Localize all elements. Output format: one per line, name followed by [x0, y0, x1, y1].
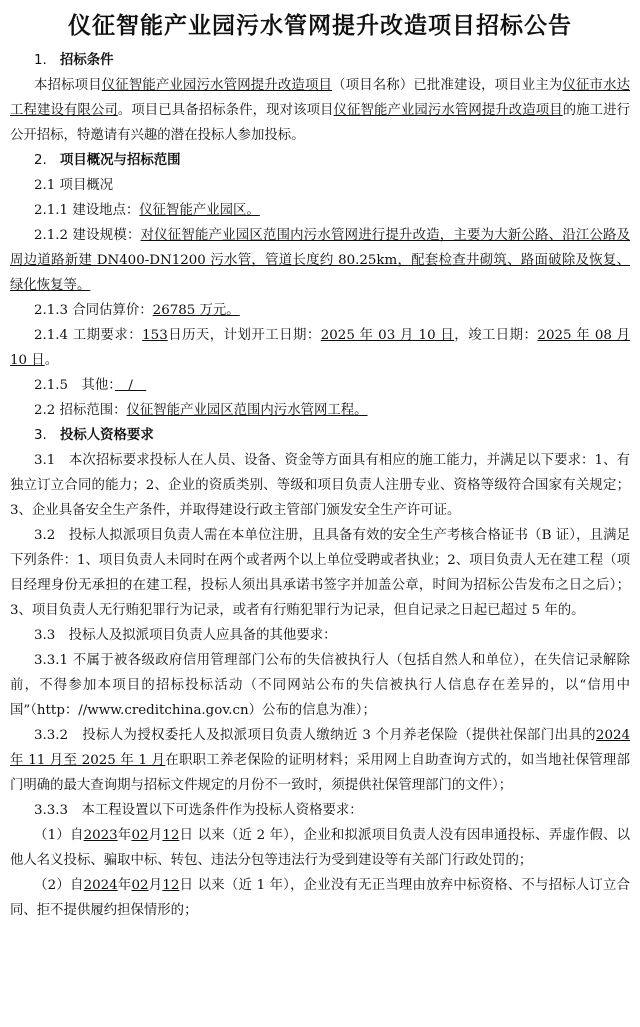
site-line: 2.1.1 建设地点：仪征智能产业园区。 [34, 203, 260, 218]
section-1-paragraph: 本招标项目仪征智能产业园污水管网提升改造项目（项目名称）已批准建设，项目业主为仪征市水达工程建设有限公司。项目已具备招标条件，现对该项目仪征智能产业园污水管网提升改造项目的施工进行公开招标，特邀请有兴趣的潜在投标人参加投标。 [10, 78, 631, 143]
paragraph-3-3-1: 3.3.1 不属于被各级政府信用管理部门公布的失信被执行人（包括自然人和单位），在失信记录解除前，不得参加本项目的招标投标活动（不同网站公布的失信被执行人信息存在差异的，以“信用中国”（http：//www.creditchina.gov.cn）公布的信息为准）； [10, 653, 630, 718]
project-name-2: 仪征智能产业园污水管网提升改造项目 [333, 103, 563, 118]
section-3-heading: 3. 投标人资格要求 [34, 428, 154, 443]
section-2 [10, 148, 630, 423]
page-title: 仪征智能产业园污水管网提升改造项目招标公告 [68, 13, 572, 39]
paragraph-3-3: 3.3 投标人及拟派项目负责人应具备的其他要求： [34, 628, 337, 643]
overview-label: 2.1 项目概况 [34, 178, 114, 193]
section-3 [10, 423, 630, 923]
duration-line: 2.1.4 工期要求：153日历天，计划开工日期：2025 年 03 月 10 日，竣工日期：2025 年 08 月 10 日。 [10, 328, 631, 368]
project-name: 仪征智能产业园污水管网提升改造项目 [101, 78, 333, 93]
paragraph-3-1: 3.1 本次招标要求投标人在人员、设备、资金等方面具有相应的施工能力，并满足以下要求：1、有独立订立合同的能力；2、企业的资质类别、等级和项目负责人注册专业、资格等级符合国家有关规定；3、企业具备安全生产条件，并取得建设行政主管部门颁发安全生产许可证。 [10, 453, 630, 518]
price-line: 2.1.3 合同估算价：26785 万元。 [34, 303, 240, 318]
other-line: 2.1.5 其他： / [34, 378, 147, 393]
scale-line: 2.1.2 建设规模：对仪征智能产业园区范围内污水管网进行提升改造，主要为大新公路、沿江公路及周边道路新建 DN400-DN1200 污水管，管道长度约 80.25km，配套检查井砌筑、路面破除及恢复、绿化恢复等。 [10, 228, 631, 293]
paragraph-3-3-2: 3.3.2 投标人为授权委托人及拟派项目负责人缴纳近 3 个月养老保险（提供社保部门出具的2024 年 11 月至 2025 年 1 月在职职工养老保险的证明材料；采用网上自助查询方式的，如当地社保管理部门明确的最大查询期与招标文件规定的月份不一致时，须提供社保管理部门的文件）； [10, 728, 630, 793]
condition-2: （2）自2024年02月12日 以来（近 1 年），企业没有无正当理由放弃中标资格、不与招标人订立合同、拒不提供履约担保情形的； [10, 878, 631, 918]
project-owner: 仪征市水达工程建设有限公司 [10, 78, 631, 118]
scope-line: 2.2 招标范围：仪征智能产业园区范围内污水管网工程。 [34, 403, 368, 418]
condition-1: （1）自2023年02月12日 以来（近 2 年），企业和拟派项目负责人没有因串通投标、弄虚作假、以他人名义投标、骗取中标、转包、违法分包等违法行为受到建设等有关部门行政处罚的； [10, 828, 631, 868]
section-1-heading: 1. 招标条件 [34, 53, 114, 68]
paragraph-3-2: 3.2 投标人拟派项目负责人需在本单位注册，且具备有效的安全生产考核合格证书（B 证），且满足下列条件：1、项目负责人未同时在两个或者两个以上单位受聘或者执业；2、项目负责人无在建工程（项目经理身份无承担的在建工程，投标人须出具承诺书签字并加盖公章，时间为招标公告发布之日之后）；3、项目负责人无行贿犯罪行为记录，或者有行贿犯罪行为记录，但自记录之日起已超过 5 年的。 [10, 528, 630, 618]
paragraph-3-3-3: 3.3.3 本工程设置以下可选条件作为投标人资格要求： [34, 803, 363, 818]
section-1 [10, 48, 630, 148]
section-2-heading: 2. 项目概况与招标范围 [34, 153, 181, 168]
